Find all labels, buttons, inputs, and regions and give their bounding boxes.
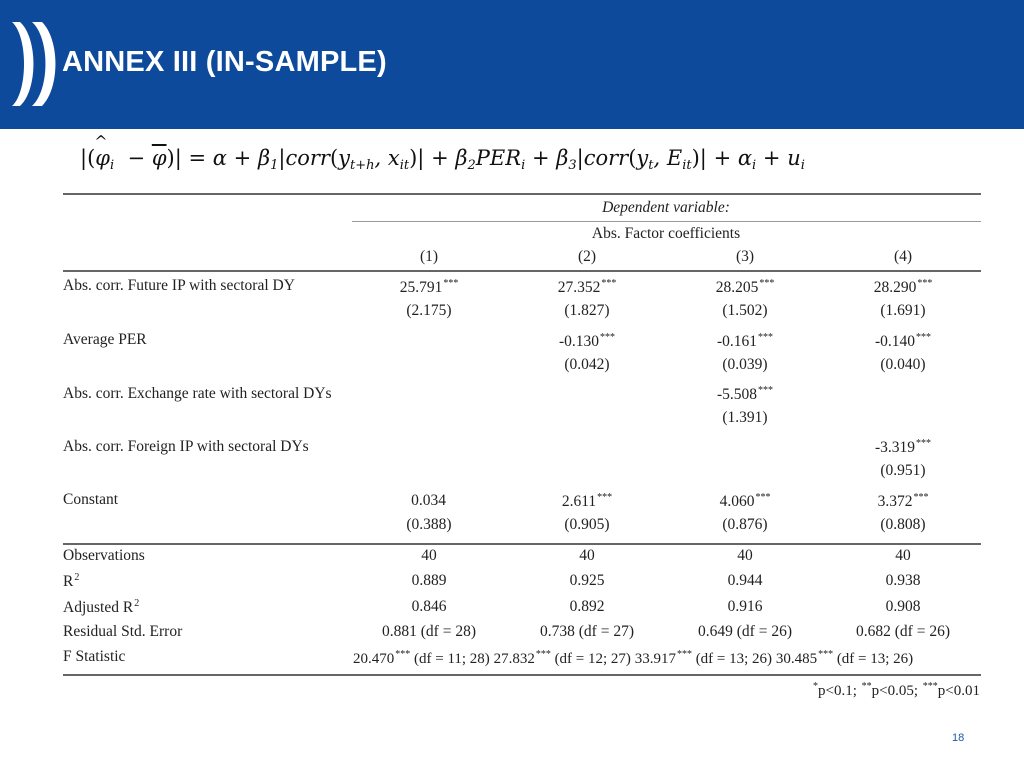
se-cell: (1.391) — [722, 409, 768, 426]
se-cell: (2.175) — [406, 302, 452, 319]
se-cell: (0.039) — [722, 356, 768, 373]
stat-label-r2: $R^2$ — [63, 572, 80, 590]
se-cell: (0.042) — [564, 356, 610, 373]
se-cell: (0.905) — [564, 516, 610, 533]
row-label-average-per: Average PER — [63, 331, 147, 348]
stat-cell: 40 — [421, 547, 437, 564]
se-cell: (0.808) — [880, 516, 926, 533]
se-cell: (0.951) — [880, 462, 926, 479]
row-label-foreign-ip: Abs. corr. Foreign IP with sectoral DYs — [63, 438, 309, 455]
coef-cell: 3.372*** — [877, 492, 929, 510]
coef-bottom-rule — [63, 543, 981, 545]
column-header-4: (4) — [893, 248, 913, 265]
stat-label-adjusted-r2: Adjusted $R^2$ — [63, 598, 140, 616]
coef-cell: 25.791*** — [399, 278, 459, 296]
regression-equation — [80, 131, 920, 180]
se-cell: (1.502) — [722, 302, 768, 319]
coef-cell: -5.508*** — [716, 385, 774, 403]
stat-cell: 0.892 — [569, 598, 605, 615]
stat-cell: 0.938 — [885, 572, 921, 589]
stat-label-f-statistic: F Statistic — [63, 648, 126, 665]
stat-cell: 40 — [737, 547, 753, 564]
coef-cell: 2.611*** — [561, 492, 613, 510]
stat-cell: 40 — [895, 547, 911, 564]
stat-cell: 40 — [579, 547, 595, 564]
column-header-3: (3) — [735, 248, 755, 265]
header-bottom-rule — [63, 270, 981, 272]
coef-cell: 28.205*** — [715, 278, 775, 296]
stat-cell: 0.908 — [885, 598, 921, 615]
brand-logo-icon — [6, 18, 60, 110]
f-statistic-values: 20.470*** (df = 11; 28) 27.832*** (df = 12; 27) 33.917*** (df = 13; 26) 30.485*** (df = 13; 26) — [353, 649, 914, 667]
coef-cell: 27.352*** — [557, 278, 617, 296]
stat-cell: 0.881 (df = 28) — [382, 623, 476, 640]
stat-cell: 0.649 (df = 26) — [698, 623, 792, 640]
dependent-variable-name: Abs. Factor coefficients — [591, 225, 741, 242]
coef-cell: 28.290*** — [873, 278, 933, 296]
stat-cell: 0.682 (df = 26) — [856, 623, 950, 640]
coef-cell: -3.319*** — [874, 438, 932, 456]
row-label-constant: Constant — [63, 491, 119, 508]
equation-lhs: |(φ ^ $_i - \overline{\varphi})|$ — [80, 131, 182, 173]
dependent-variable-label: Dependent variable: — [602, 199, 730, 216]
se-cell: (0.388) — [406, 516, 452, 533]
column-header-1: (1) — [419, 248, 439, 265]
coef-cell: 4.060*** — [719, 492, 771, 510]
header-rule — [352, 221, 981, 222]
stat-cell: 0.738 (df = 27) — [540, 623, 634, 640]
stat-cell: 0.846 — [411, 598, 447, 615]
row-label-future-ip: Abs. corr. Future IP with sectoral DY — [63, 277, 295, 294]
coef-cell: 0.034 — [411, 492, 446, 509]
coef-cell: -0.140*** — [874, 332, 932, 350]
significance-note: *p<0.1; **p<0.05; ***p<0.01 — [813, 681, 980, 699]
stat-cell: 0.925 — [569, 572, 605, 589]
slide-title: ANNEX III (IN-SAMPLE) — [62, 46, 387, 78]
stat-cell: 0.916 — [727, 598, 763, 615]
column-header-2: (2) — [577, 248, 597, 265]
se-cell: (1.691) — [880, 302, 926, 319]
table-top-rule — [63, 193, 981, 195]
slide-header — [0, 0, 1024, 129]
se-cell: (0.876) — [722, 516, 768, 533]
row-label-exchange-rate: Abs. corr. Exchange rate with sectoral DYs — [63, 385, 332, 402]
coef-cell: -0.130*** — [558, 332, 616, 350]
page-number: 18 — [952, 732, 965, 744]
table-bottom-rule — [63, 674, 981, 676]
se-cell: (1.827) — [564, 302, 610, 319]
equation-rhs: = $\alpha + \beta_1|corr(y_{t+h}$, $x_{it})| + \beta_2PER_i$ + $\beta_3|corr(y_t$, $E_{it})| + \alpha_i + u_i$ — [188, 145, 805, 173]
stat-cell: 0.889 — [411, 572, 447, 589]
stat-cell: 0.944 — [727, 572, 763, 589]
stat-label-observations: Observations — [63, 547, 145, 564]
stat-label-residual-se: Residual Std. Error — [63, 623, 183, 640]
se-cell: (0.040) — [880, 356, 926, 373]
coef-cell: -0.161*** — [716, 332, 774, 350]
